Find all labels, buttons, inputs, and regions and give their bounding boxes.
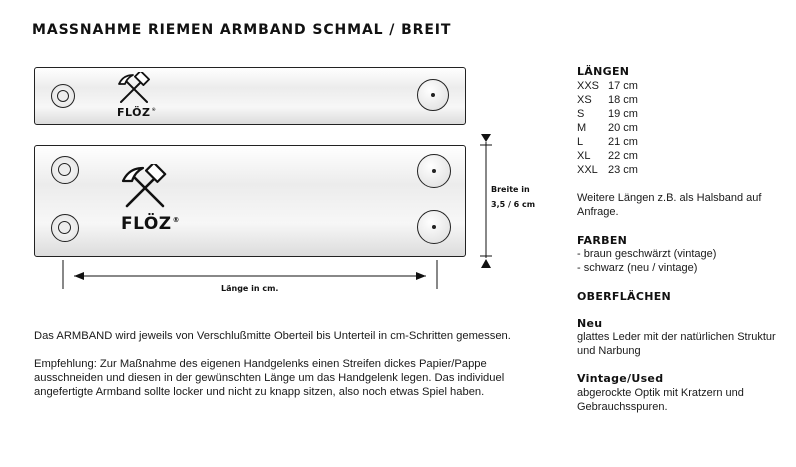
stud-icon bbox=[417, 210, 451, 244]
surface-vintage-heading: Vintage/Used bbox=[577, 372, 664, 385]
length-size: XL bbox=[577, 150, 591, 162]
length-size: XXL bbox=[577, 164, 598, 176]
hammer-pick-logo-icon bbox=[115, 164, 175, 210]
registered-mark: ® bbox=[172, 216, 180, 224]
color-item: - braun geschwärzt (vintage) bbox=[577, 248, 717, 260]
hammer-pick-logo-icon bbox=[113, 72, 155, 106]
length-value: 18 cm bbox=[608, 94, 638, 106]
length-row bbox=[577, 135, 638, 149]
length-value: 21 cm bbox=[608, 136, 638, 148]
length-row bbox=[577, 79, 638, 93]
stud-icon bbox=[417, 79, 449, 111]
length-size: S bbox=[577, 108, 585, 120]
color-item: - schwarz (neu / vintage) bbox=[577, 262, 698, 274]
lengths-heading: LÄNGEN bbox=[577, 65, 630, 78]
brand-logo-text: FLÖZ bbox=[117, 106, 151, 119]
length-row bbox=[577, 107, 638, 121]
rivet-icon bbox=[51, 84, 75, 108]
surface-vintage-text: abgerockte Optik mit Kratzern und Gebrauchsspuren. bbox=[577, 387, 744, 413]
stud-icon bbox=[417, 154, 451, 188]
colors-heading: FARBEN bbox=[577, 234, 628, 247]
lengths-note: Weitere Längen z.B. als Halsband auf Anfrage. bbox=[577, 192, 762, 218]
length-row bbox=[577, 121, 638, 135]
brand-logo-text: FLÖZ bbox=[121, 214, 172, 234]
narrow-strap-illustration bbox=[34, 67, 466, 125]
length-size: XS bbox=[577, 94, 592, 106]
length-label: Länge in cm. bbox=[221, 284, 279, 293]
length-value: 23 cm bbox=[608, 164, 638, 176]
rivet-icon bbox=[51, 214, 79, 242]
length-row bbox=[577, 149, 638, 163]
description-paragraph-2: Empfehlung: Zur Maßnahme des eigenen Handgelenks einen Streifen dickes Papier/Pappe ausschneiden und diesen in der gewünschten Länge um das Handgelenk legen. Das individuel angefertigte Armband sollte locker und nicht zu knapp sitzen, also noch etwas Spiel haben. bbox=[34, 358, 505, 398]
length-value: 22 cm bbox=[608, 150, 638, 162]
description bbox=[34, 329, 514, 399]
length-size: XXS bbox=[577, 80, 600, 92]
surface-new-text: glattes Leder mit der natürlichen Struktur und Narbung bbox=[577, 331, 776, 357]
surface-new-heading: Neu bbox=[577, 317, 603, 330]
description-paragraph-1: Das ARMBAND wird jeweils von Verschlußmitte Oberteil bis Unterteil in cm-Schritten gemessen. bbox=[34, 330, 511, 342]
width-label: Breite in bbox=[491, 185, 530, 194]
length-size: L bbox=[577, 136, 584, 148]
length-row bbox=[577, 163, 638, 177]
length-value: 20 cm bbox=[608, 122, 638, 134]
length-value: 19 cm bbox=[608, 108, 638, 120]
lengths-table bbox=[577, 79, 638, 177]
rivet-icon bbox=[51, 156, 79, 184]
length-row bbox=[577, 93, 638, 107]
surfaces-heading: OBERFLÄCHEN bbox=[577, 290, 672, 303]
width-value: 3,5 / 6 cm bbox=[491, 200, 536, 209]
registered-mark: ® bbox=[151, 108, 157, 113]
page-title: MASSNAHME RIEMEN ARMBAND SCHMAL / BREIT bbox=[32, 22, 452, 38]
length-value: 17 cm bbox=[608, 80, 638, 92]
wide-strap-illustration bbox=[34, 145, 466, 257]
length-size: M bbox=[577, 122, 587, 134]
